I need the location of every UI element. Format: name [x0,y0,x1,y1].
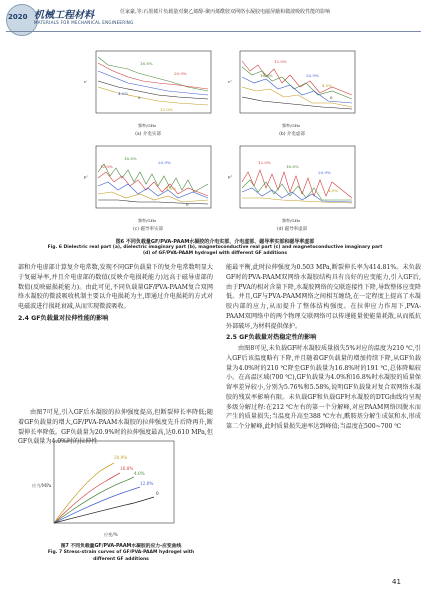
fig6a-label-1: 16.8% [140,61,153,66]
fig6c-xlabel: 频率/GHz [138,218,157,223]
fig6b-xlabel: 频率/GHz [282,123,301,128]
fig6c-label-5: 0 [186,202,189,207]
header-divider [6,31,421,32]
fig6a-label-2: 20.9% [174,71,187,76]
fig6a-label-3: 4.0% [118,91,129,96]
page-header [0,0,427,44]
fig6a-label-4: 0 [138,95,141,100]
fig6b-caption: (b) 介电虚部 [279,132,305,137]
fig6b-label-3: 20.9% [306,73,319,78]
right-para-2: 由图8可见,未负载GF时水凝胶质量损失5%对应的温度为210 ℃,引入GF后该温度略有下降,并且随着GF负载量的增加持续下降,从GF负载量为4.0%时的210 ℃降至GF负载量为16.8%时的191 ℃,总体降幅较小。在高温区域(700 ℃),GF负载量为4.0%和16.8%时水凝胶的质量保留率差异较小,分别为5.76%和5.58%,说明GF负载量对复合双网络水凝胶的残炭率影响有限。未负载GF和负载GF时水凝胶的DTG曲线均呈现多级分解过程:在212 ℃左右的第一个分解峰,对应PAAM网络因脱水而产生的质量损失;当温度升高至388 ℃左右,酰胺基分解生成氨和水,形成第二个分解峰,此时质量损失速率达到峰值;当温度在500~700 ℃ [226,345,421,430]
fig6d-xlabel: 频率/GHz [282,218,301,223]
fig6c-label-3: 20.9% [158,160,171,165]
fig7-caption-en-1: Fig. 7 Stress-strain curves of GF/PVA-PAAM hydrogel with [47,550,195,555]
fig6-panel-c [78,142,218,234]
fig6-caption-cn: 图6 不同负载量GF/PVA-PAAM水凝胶的介电实部、介电虚部、磁导率实部和磁导率虚部 [115,239,315,245]
fig7-caption-cn: 图7 不同负载量GF/PVA-PAAM水凝胶的应力-应变曲线 [60,544,182,549]
fig6b-label-5: 0 [330,95,333,100]
fig7-label-4: 12.0% [140,481,154,486]
fig6b-label-2: 16.8% [260,73,273,78]
fig6-panel-d [222,142,362,234]
fig7-label-3: 4.0% [134,471,145,476]
page-number: 41 [392,578,401,586]
fig6d-label-1: 12.0% [258,160,271,165]
fig6a-caption: (a) 介电实部 [135,132,161,137]
fig6b-label-1: 12.0% [274,59,287,64]
fig6d-caption: (d) 磁导率虚部 [276,227,308,232]
fig7-ylabel: 应力/MPa [32,483,52,488]
right-column [226,263,421,432]
fig6d-label-3: 20.9% [318,170,331,175]
right-para-1: 能最平衡,此时拉伸强度为0.503 MPa,断裂伸长率为414.81%。未负载GF时的PVA-PAAM双网络水凝胶结构具有良好的应变能力,引入GF后,由于PVA的相对含量下降,水凝胶网络的交联连接性下降,导致整体应变降低。并且,GF与PVA-PAAM网络之间相互缠绕,在一定程度上提高了水凝胶内部的应力,从而提升了整体结构强度。在拉伸应力作用下,PVA-PAAM双网络中的两个物理交联网络可以传递能量使能量耗散,从而抵抗外部破坏,为材料提供保护。 [226,264,421,330]
fig6d-label-2: 16.8% [286,164,299,169]
fig6a-label-5: 12.0% [160,107,173,112]
fig7-xlabel: 应变/% [104,532,118,537]
fig6-caption-en-2: (d) of GF/PVA-PAAM hydrogel with different GF additions [143,251,287,256]
fig6c-caption: (c) 磁导率实部 [133,227,163,232]
fig6-panel-a [78,47,218,139]
running-title: 任家豪,等:石墨烯片负载量对聚乙烯醇-聚丙烯酰胺双网络水凝胶电磁屏蔽和微波吸收性能的影响 [120,9,331,15]
fig6b-ylabel: ε" [228,79,232,84]
fig6c-label-2: 12.0% [100,164,113,169]
fig7-chart [30,437,210,545]
section-2-4-heading: 2.4 GF负载量对拉伸性能的影响 [18,314,109,322]
left-para-1: 部和介电虚部计算复介电常数,发现不同GF负载量下的复介电常数明显大于复磁导率,并且介电虚部的数值(反映介电损耗能力)远高于磁导虚部的数值(反映磁损耗能力)。由此可见,不同负载量GF/PVA-PAAM复合双网络水凝胶的微波吸收机制主要以介电损耗为主,即通过介电损耗的方式对电磁波进行损耗衰减,从而实现微波吸收。 [18,264,213,310]
fig6b-label-4: 4.0% [322,83,333,88]
fig6d-ylabel: μ" [228,174,233,179]
fig6c-label-4: 4.0% [166,186,177,191]
left-para-2: 由图7可见,引入GF后水凝胶的拉伸强度提高,但断裂伸长率降低;随着GF负载量的增大,GF/PVA-PAAM水凝胶的拉伸强度先升后降再升,断裂伸长率降低。GF负载量为20.9%时的拉伸强度最高,达0.610 MPa,但GF负载量为4.0%时的拉伸性 [18,409,213,446]
fig6a-xlabel: 频率/GHz [138,123,157,128]
section-2-5-heading: 2.5 GF负载量对热稳定性的影响 [226,334,317,342]
fig7-label-1: 20.9% [114,455,128,460]
fig6d-label-4: 4.0% [328,188,339,193]
fig7-label-5: 0 [156,491,159,496]
fig6-caption-en-1: Fig. 6 Dielectric real part (a), dielectric imaginary part (b), magnetoconductive real part (c) and magnetoconductive imaginary part [47,245,383,250]
fig7-caption-en-2: different GF additions [93,557,149,562]
journal-title-cn: 机械工程材料 [34,10,94,21]
left-column-top [18,263,213,325]
fig6c-ylabel: μ' [84,174,88,179]
fig6a-ylabel: ε' [84,79,88,84]
journal-title-en: MATERIALS FOR MECHANICAL ENGINEERING [34,20,134,25]
fig6-panel-b [222,47,362,139]
fig6c-label-1: 16.8% [124,156,137,161]
fig7-label-2: 16.8% [120,466,134,471]
logo-year: 2020 [8,13,28,21]
